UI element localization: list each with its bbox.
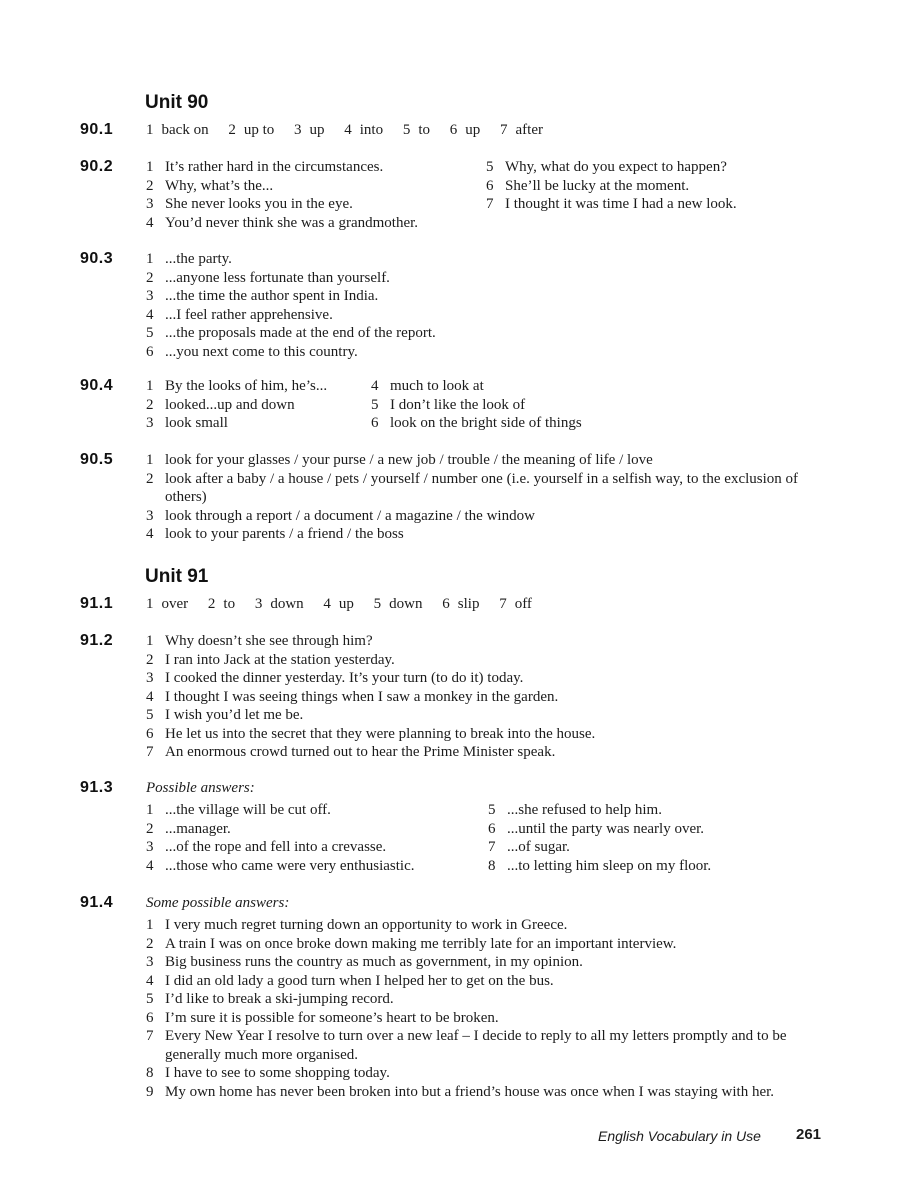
answer-item: 1 I very much regret turning down an opportunity to work in Greece. [146, 917, 568, 933]
answer-item: 2 I ran into Jack at the station yesterday. [146, 651, 395, 668]
answer-item: 2 ...anyone less fortunate than yourself. [146, 269, 390, 286]
answer: down [270, 596, 304, 612]
exercise-number: 91.1 [80, 595, 114, 612]
book-title: English Vocabulary in Use [598, 1128, 761, 1144]
answer-item: 7 An enormous crowd turned out to hear the Prime Minister speak. [146, 744, 556, 760]
answer-item: 1 Why doesn’t she see through him? [146, 633, 373, 649]
answer-item: 6 I’m sure it is possible for someone’s heart to be broken. [146, 1009, 499, 1026]
answer: up [309, 122, 325, 138]
answer-item: 3 I cooked the dinner yesterday. It’s your turn (to do it) today. [146, 670, 524, 686]
answer-item: 4 I thought I was seeing things when I saw a monkey in the garden. [146, 688, 559, 705]
answer-key-page: Unit 90 90.1 1 back on 2 up to 3 up 4 into 5 to 6 up 7 after 90.2 1 It’s rather hard in the circumstances. 2 Why, what’s the... 3 She never looks you in the eye. 4 You’d never think she was a grandmother. 5 Why, what do you expect to happen? 6 She’ll be lucky at the moment. 7 I thought it was time I had a new look. 90.3 1 ...the party. 2 ...anyone less fortunate than yourself. 3 ...the time the author spent in India. 4 ...I feel rather apprehensive. 5 ...the proposals made at the end of the report. 6 ...you next come to this country. 90.4 1 By the looks of him, he’s... 2 looked...up and down 3 look small 4 much to look at 5 I don’t like the look of 6 look on the bright side of things 90.5 1 look for your glasses / your purse / a new job / trouble / the meaning of life / love 2 look after a baby / a house / pets / yourself / number one (i.e. yourself in a selfish way, to the exclusion of others) 3 look through a report / a document / a magazine / the window 4 look to your parents / a friend / the boss Unit 91 91.1 1 over 2 to 3 down 4 up 5 down 6 slip 7 off 91.2 1 Why doesn’t she see through him? 2 I ran into Jack at the station yesterday. 3 I cooked the dinner yesterday. It’s your turn (to do it) today. 4 I thought I was seeing things when I saw a monkey in the garden. 5 I wish you’d let me be. 6 He let us into the secret that they were planning to break into the house. 7 An enormous crowd turned out to hear the Prime Minister speak. 91.3 Possible answers: 1 ...the village will be cut off. 2 ...manager. 3 ...of the rope and fell into a crevasse. 4 ...those who came were very enthusiastic. 5 ...she refused to help him. 6 ...until the party was nearly over. 7 ...of sugar. 8 ...to letting him sleep on my floor. 91.4 Some possible answers: 1 I very much regret turning down an opportunity to work in Greece. 2 A train I was on once broke down making me terribly late for an important interview. 3 Big business runs the country as much as government, in my opinion. 4 I did an old lady a good turn when I helped her to get on the bus. 5 I’d like to break a ski-jumping record. 6 I’m sure it is possible for someone’s heart to be broken. 7 Every New Year I resolve to turn over a new leaf – I decide to reply to all my letters promptly and to be generally much more organised. 8 I have to see to some shopping today. 9 My own home has never been broken into but a friend’s house was once when I was staying with her. English Vocabulary in Use 261 [0, 0, 903, 1200]
answer-item: 3 ...the time the author spent in India. [146, 288, 379, 304]
exercise-content [146, 779, 836, 881]
answer-item: 5 I’d like to break a ski-jumping record. [146, 991, 394, 1007]
answer-list [146, 451, 806, 544]
unit-91-title: Unit 91 [145, 566, 209, 587]
inline-answer-list: 1 over 2 to 3 down 4 up 5 down 6 slip 7 off [146, 596, 532, 612]
exercise-number: 90.4 [80, 377, 114, 394]
answer: back on [161, 122, 209, 138]
answer-item: 1 look for your glasses / your purse / a new job / trouble / the meaning of life / love [146, 452, 653, 468]
answer-item: 3 Big business runs the country as much as government, in my opinion. [146, 954, 583, 970]
answer-list [146, 632, 836, 762]
answer-item: 6 He let us into the secret that they were planning to break into the house. [146, 725, 596, 742]
exercise-content [146, 894, 816, 1101]
page-number: 261 [796, 1126, 822, 1143]
answer: up [338, 596, 354, 612]
answer: off [514, 596, 532, 612]
answer: over [161, 596, 189, 612]
answer-item: 5 I wish you’d let me be. [146, 707, 304, 723]
answer: to [223, 596, 236, 612]
answers-note: Possible answers: [146, 780, 255, 796]
answer-item: 4 I did an old lady a good turn when I helped her to get on the bus. [146, 972, 554, 989]
answer: up to [243, 122, 275, 138]
answer-item: 7 Every New Year I resolve to turn over a new leaf – I decide to reply to all my letters promptly and to be generally much more organised. [146, 1028, 787, 1063]
inline-answer-list: 1 back on 2 up to 3 up 4 into 5 to 6 up 7 after [146, 122, 543, 138]
answer: down [389, 596, 423, 612]
answer: after [515, 122, 543, 138]
exercise-number: 91.3 [80, 779, 114, 796]
answer-item: 4 ...I feel rather apprehensive. [146, 306, 333, 323]
answer-item: 1 ...the party. [146, 251, 232, 267]
answer-item: 8 I have to see to some shopping today. [146, 1065, 390, 1081]
answer-item: 4 look to your parents / a friend / the boss [146, 526, 404, 542]
answer-item: 6 ...you next come to this country. [146, 343, 358, 360]
answer: into [359, 122, 384, 138]
exercise-number: 90.5 [80, 451, 114, 468]
exercise-number: 91.2 [80, 632, 114, 649]
answer-list [146, 250, 836, 361]
exercise-number: 90.3 [80, 250, 114, 267]
answer-item: 2 A train I was on once broke down making me terribly late for an important interview. [146, 935, 677, 952]
answer-columns: 1 ...the village will be cut off. 2 ...manager. 3 ...of the rope and fell into a crevasse. 4 ...those who came were very enthusiastic. 5 ...she refused to help him. 6 ...until the party was nearly over. 7 ...of sugar. 8 ...to letting him sleep on my floor. [146, 802, 712, 874]
answer: slip [457, 596, 480, 612]
unit-90-title: Unit 90 [145, 92, 209, 113]
exercise-number: 90.2 [80, 158, 114, 175]
answers-note: Some possible answers: [146, 895, 290, 911]
answer-item: 3 look through a report / a document / a magazine / the window [146, 507, 535, 524]
answer-item: 5 ...the proposals made at the end of the report. [146, 325, 436, 341]
answer: up [465, 122, 481, 138]
answer-item: 9 My own home has never been broken into but a friend’s house was once when I was staying with her. [146, 1083, 775, 1100]
answer-item: 2 look after a baby / a house / pets / yourself / number one (i.e. yourself in a selfish way, to the exclusion of others) [146, 470, 799, 505]
exercise-number: 91.4 [80, 894, 114, 911]
exercise-number: 90.1 [80, 121, 114, 138]
answer: to [418, 122, 431, 138]
